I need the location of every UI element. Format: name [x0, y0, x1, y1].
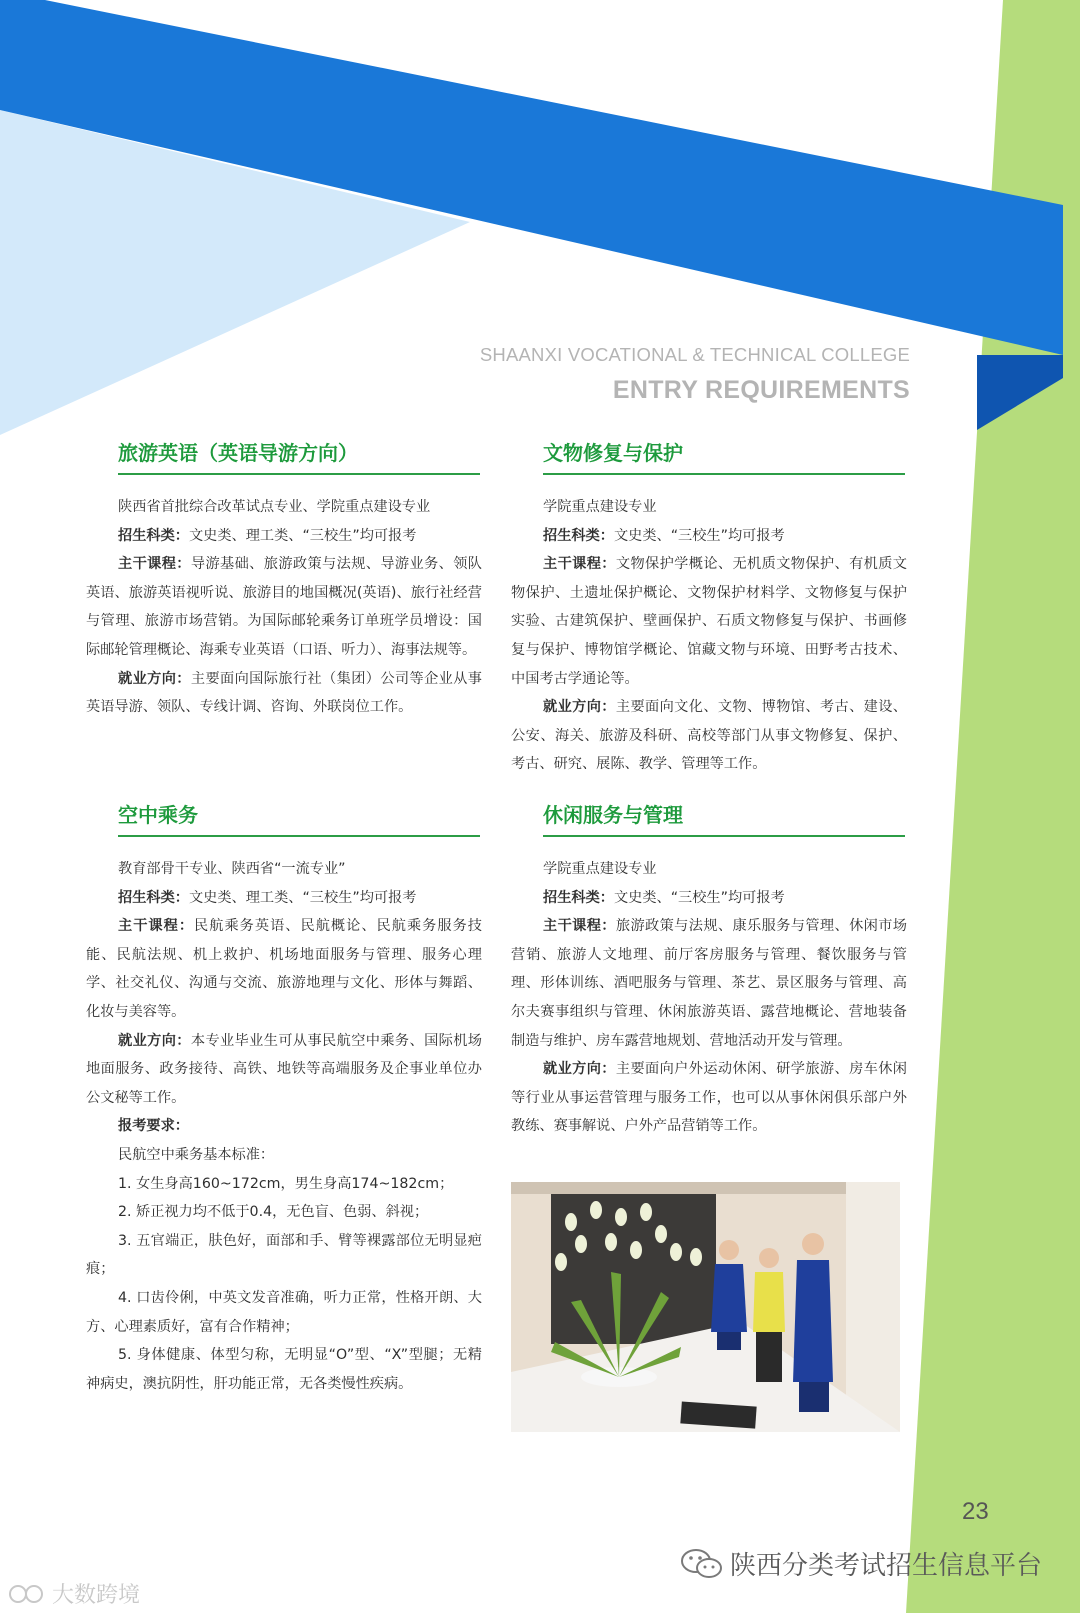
label: 主干课程：	[543, 556, 616, 573]
wechat-icon	[680, 1548, 724, 1580]
major-tourism-english	[86, 438, 482, 722]
career-direction	[511, 1055, 907, 1141]
major-status: 学院重点建设专业	[543, 861, 657, 877]
major-status: 学院重点建设专业	[543, 499, 657, 515]
major-status: 陕西省首批综合改革试点专业、学院重点建设专业	[118, 499, 431, 515]
label: 就业方向：	[543, 699, 616, 716]
value: 民航乘务英语、民航概论、民航乘务服务技能、民航法规、机上救护、机场地面服务与管理、服务心理学、社交礼仪、沟通与交流、旅游地理与文化、形体与舞蹈、化妆与美容等。	[86, 918, 482, 1020]
footer-brand-text: 陕西分类考试招生信息平台	[730, 1551, 1043, 1581]
photo-ceiling	[511, 1182, 900, 1194]
photo-right-wall	[846, 1182, 900, 1432]
value: 导游基础、旅游政策与法规、导游业务、领队英语、旅游英语视听说、旅游目的地国概况(英语)、旅行社经营与管理、旅游市场营销。为国际邮轮乘务订单班学员增设：国际邮轮管理概论、海乘专业英语（口语、听力）、海事法规等。	[86, 556, 482, 658]
value: 文物保护学概论、无机质文物保护、有机质文物保护、土遗址保护概论、文物保护材料学、文物修复与保护实验、古建筑保护、壁画保护、石质文物修复与保护、书画修复与保护、博物馆学概论、馆藏文物与环境、田野考古技术、中国考古学通论等。	[511, 556, 907, 687]
career-direction	[86, 1027, 482, 1113]
requirements-intro: 民航空中乘务基本标准：	[118, 1146, 275, 1163]
page-number: 23	[962, 1498, 989, 1525]
major-title: 空中乘务	[118, 803, 198, 827]
enrollment-category	[86, 522, 482, 551]
college-name-en: SHAANXI VOCATIONAL & TECHNICAL COLLEGE	[479, 344, 910, 365]
major-title: 休闲服务与管理	[543, 803, 683, 827]
title-divider	[118, 473, 480, 475]
career-direction	[511, 693, 907, 779]
requirements-label	[86, 1112, 482, 1141]
core-courses	[511, 550, 907, 693]
value: 旅游政策与法规、康乐服务与管理、休闲市场营销、旅游人文地理、前厅客房服务与管理、餐饮服务与管理、形体训练、酒吧服务与管理、茶艺、景区服务与管理、高尔夫赛事组织与管理、休闲旅游英语、露营地概论、营地装备制造与维护、房车露营地规划、营地活动开发与管理。	[511, 918, 907, 1049]
title-divider	[543, 835, 905, 837]
core-courses	[86, 912, 482, 1026]
label: 报考要求：	[118, 1118, 189, 1135]
label: 就业方向：	[118, 1032, 191, 1049]
photo-dark-panel	[551, 1194, 716, 1344]
value: 文史类、“三校生”均可报考	[613, 527, 785, 544]
watermark-logo	[8, 1578, 140, 1609]
section-heading-en: ENTRY REQUIREMENTS	[612, 376, 910, 404]
major-title: 文物修复与保护	[543, 441, 683, 465]
label: 主干课程：	[543, 918, 616, 935]
requirement-item: 3. 五官端正，肤色好，面部和手、臂等裸露部位无明显疤痕；	[86, 1232, 482, 1278]
major-air-service	[86, 800, 482, 1398]
core-courses	[511, 912, 907, 1055]
core-courses	[86, 550, 482, 664]
value: 主要面向户外运动休闲、研学旅游、房车休闲等行业从事运营管理与服务工作，也可以从事休闲俱乐部户外教练、赛事解说、户外产品营销等工作。	[511, 1061, 907, 1135]
requirement-item: 1. 女生身高160~172cm，男生身高174~182cm；	[118, 1175, 454, 1192]
value: 文史类、理工类、“三校生”均可报考	[188, 889, 417, 906]
value: 主要面向文化、文物、博物馆、考古、建设、公安、海关、旅游及科研、高校等部门从事文物修复、保护、考古、研究、展陈、教学、管理等工作。	[511, 699, 907, 773]
major-title: 旅游英语（英语导游方向）	[118, 441, 358, 465]
requirement-item: 4. 口齿伶俐，中英文发音准确，听力正常，性格开朗、大方、心理素质好，富有合作精神；	[86, 1289, 482, 1335]
major-leisure-service	[511, 800, 907, 1141]
label: 主干课程：	[118, 918, 195, 935]
major-relics-restoration	[511, 438, 907, 779]
label: 主干课程：	[118, 556, 191, 573]
label: 招生科类：	[543, 889, 614, 906]
watermark-icon	[8, 1581, 48, 1607]
requirement-item: 5. 身体健康、体型匀称，无明显“O”型、“X”型腿；无精神病史，澳抗阴性，肝功能正常，无各类慢性疾病。	[86, 1347, 482, 1392]
title-divider	[543, 473, 905, 475]
label: 招生科类：	[118, 527, 189, 544]
reception-photo	[511, 1182, 900, 1432]
career-direction	[86, 665, 482, 722]
value: 本专业毕业生可从事民航空中乘务、国际机场地面服务、政务接待、高铁、地铁等高端服务及企事业单位办公文秘等工作。	[86, 1032, 482, 1106]
value: 文史类、“三校生”均可报考	[613, 889, 785, 906]
value: 文史类、理工类、“三校生”均可报考	[188, 527, 417, 544]
label: 招生科类：	[118, 889, 189, 906]
requirement-item: 2. 矫正视力均不低于0.4，无色盲、色弱、斜视；	[118, 1204, 429, 1221]
enrollment-category	[511, 522, 907, 551]
major-status: 教育部骨干专业、陕西省“一流专业”	[118, 861, 346, 877]
enrollment-category	[511, 884, 907, 913]
enrollment-category	[86, 884, 482, 913]
label: 招生科类：	[543, 527, 614, 544]
title-divider	[118, 835, 480, 837]
value: 主要面向国际旅行社（集团）公司等企业从事英语导游、领队、专线计调、咨询、外联岗位工作。	[86, 670, 482, 716]
footer-brand	[680, 1545, 1042, 1582]
label: 就业方向：	[543, 1061, 616, 1078]
label: 就业方向：	[118, 670, 191, 687]
watermark-text: 大数跨境	[52, 1583, 141, 1608]
